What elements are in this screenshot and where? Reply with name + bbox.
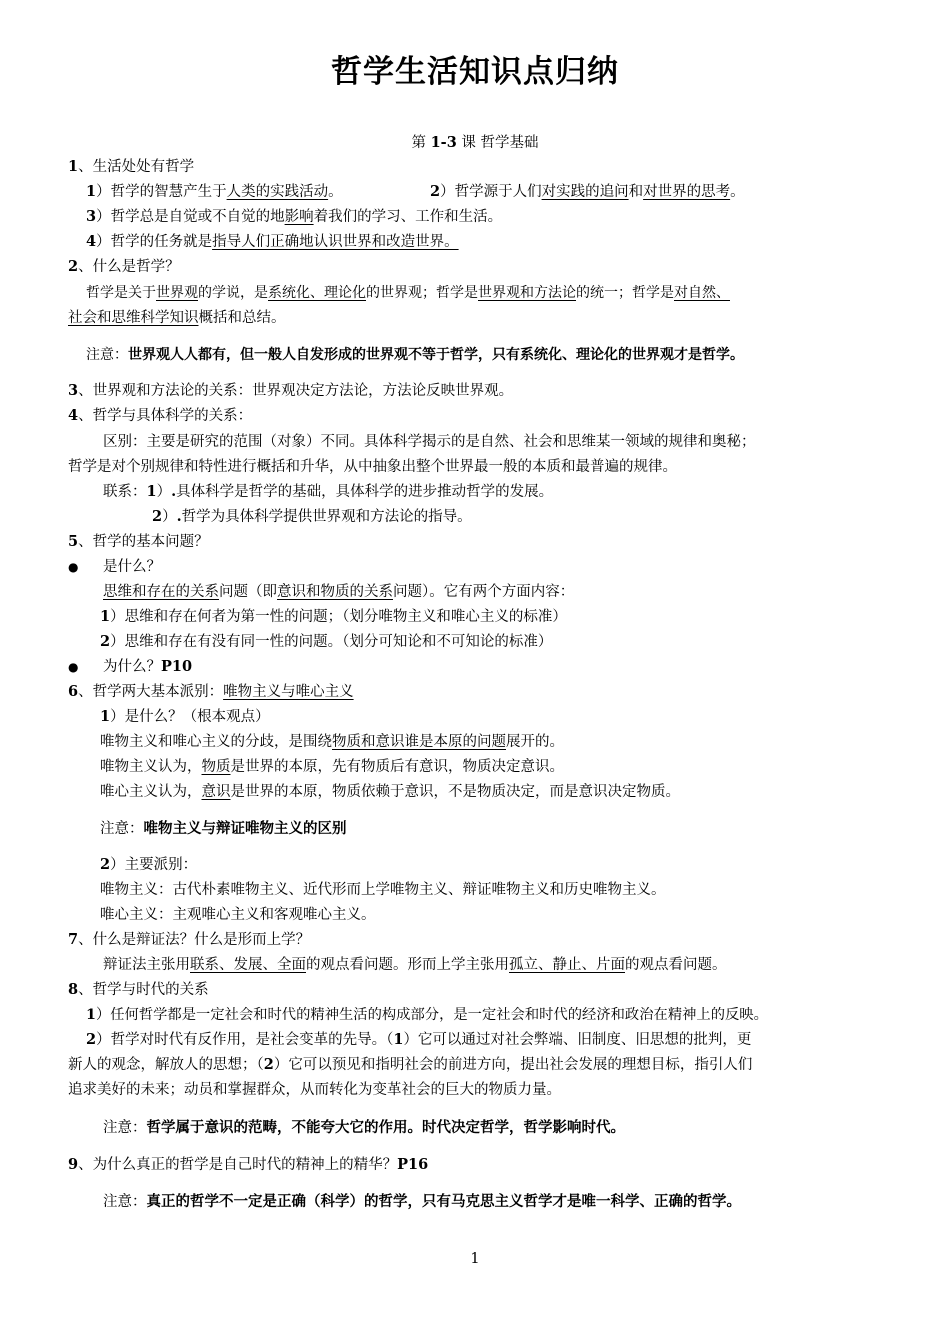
point-1-1: 1）哲学的智慧产生于人类的实践活动。 <box>86 183 343 200</box>
paragraph-7-line-1: 辩证法主张用联系、发展、全面的观点看问题。形而上学主张用孤立、静止、片面的观点看问题。 <box>103 957 727 973</box>
paragraph-4-line-2: 哲学是对个别规律和特性进行概括和升华，从中抽象出整个世界最一般的本质和最普遍的规律。 <box>68 459 677 475</box>
page-title: 哲学生活知识点归纳 <box>331 54 619 90</box>
section-heading-2: 2、什么是哲学？ <box>68 258 180 275</box>
point-1-2: 2）哲学源于人们对实践的追问和对世界的思考。 <box>430 183 745 200</box>
paragraph-6-line-4: 唯心主义认为，意识是世界的本原，物质依赖于意识，不是物质决定，而是意识决定物质。 <box>100 784 680 800</box>
paragraph-6-line-1: 1）是什么？（根本观点） <box>100 708 270 725</box>
section-heading-5: 5、哲学的基本问题？ <box>68 533 209 550</box>
paragraph-5-line-1: 思维和存在的关系问题（即意识和物质的关系问题）。它有两个方面内容： <box>103 584 575 600</box>
note-4: 注意：真正的哲学不一定是正确（科学）的哲学，只有马克思主义哲学才是唯一科学、正确的哲学。 <box>103 1194 741 1210</box>
bullet-icon: ● <box>68 660 79 674</box>
page-number: 1 <box>470 1251 480 1267</box>
section-heading-1: 1、生活处处有哲学 <box>68 158 195 175</box>
section-heading-4: 4、哲学与具体科学的关系： <box>68 407 253 424</box>
paragraph-6-line-3: 唯物主义认为，物质是世界的本原，先有物质后有意识，物质决定意识。 <box>100 759 564 775</box>
lesson-subtitle: 第 1-3 课 哲学基础 <box>411 134 539 151</box>
note-3: 注意：哲学属于意识的范畴，不能夸大它的作用。时代决定哲学，哲学影响时代。 <box>103 1120 625 1136</box>
bullet-icon: ● <box>68 560 79 574</box>
section-heading-6: 6、哲学两大基本派别：唯物主义与唯心主义 <box>68 683 354 700</box>
section-heading-7: 7、什么是辩证法？什么是形而上学？ <box>68 931 311 948</box>
point-1-4: 4）哲学的任务就是指导人们正确地认识世界和改造世界。 <box>86 233 459 250</box>
bullet-5-1: 是什么？ <box>103 559 161 575</box>
paragraph-6-line-5: 2）主要派别： <box>100 856 198 873</box>
paragraph-8-line-4: 追求美好的未来；动员和掌握群众，从而转化为变革社会的巨大的物质力量。 <box>68 1082 561 1098</box>
paragraph-5-line-3: 2）思维和存在有没有同一性的问题。（划分可知论和不可知论的标准） <box>100 633 553 650</box>
paragraph-2-line-1: 哲学是关于世界观的学说，是系统化、理论化的世界观；哲学是世界观和方法论的统一；哲学是对自然、 <box>86 285 730 301</box>
note-1: 注意：世界观人人都有，但一般人自发形成的世界观不等于哲学，只有系统化、理论化的世界观才是哲学。 <box>86 347 744 363</box>
section-heading-9: 9、为什么真正的哲学是自己时代的精神上的精华？P16 <box>68 1156 429 1173</box>
paragraph-2-line-2: 社会和思维科学知识概括和总结。 <box>68 310 286 326</box>
paragraph-4-line-4: 2）.哲学为具体科学提供世界观和方法论的指导。 <box>152 508 472 525</box>
paragraph-6-line-7: 唯心主义：主观唯心主义和客观唯心主义。 <box>100 907 376 923</box>
paragraph-8-line-2: 2）哲学对时代有反作用，是社会变革的先导。（1）它可以通过对社会弊端、旧制度、旧思想的批判，更 <box>86 1031 752 1048</box>
point-1-3: 3）哲学总是自觉或不自觉的地影响着我们的学习、工作和生活。 <box>86 208 503 225</box>
paragraph-5-line-2: 1）思维和存在何者为第一性的问题；（划分唯物主义和唯心主义的标准） <box>100 608 567 625</box>
bullet-5-2: 为什么？P10 <box>103 658 193 675</box>
paragraph-6-line-2: 唯物主义和唯心主义的分歧，是围绕物质和意识谁是本原的问题展开的。 <box>100 734 564 750</box>
paragraph-6-line-6: 唯物主义：古代朴素唯物主义、近代形而上学唯物主义、辩证唯物主义和历史唯物主义。 <box>100 882 666 898</box>
note-2: 注意：唯物主义与辩证唯物主义的区别 <box>100 821 347 837</box>
section-heading-8: 8、哲学与时代的关系 <box>68 981 209 998</box>
paragraph-8-line-1: 1）任何哲学都是一定社会和时代的精神生活的构成部分，是一定社会和时代的经济和政治在精神上的反映。 <box>86 1007 768 1023</box>
paragraph-8-line-3: 新人的观念，解放人的思想；（2）它可以预见和指明社会的前进方向，提出社会发展的理想目标，指引人们 <box>68 1056 753 1073</box>
paragraph-4-line-3: 联系：1）.具体科学是哲学的基础，具体科学的进步推动哲学的发展。 <box>103 483 554 500</box>
paragraph-4-line-1: 区别：主要是研究的范围（对象）不同。具体科学揭示的是自然、社会和思维某一领域的规律和奥秘； <box>103 434 756 450</box>
section-heading-3: 3、世界观和方法论的关系：世界观决定方法论，方法论反映世界观。 <box>68 382 514 399</box>
